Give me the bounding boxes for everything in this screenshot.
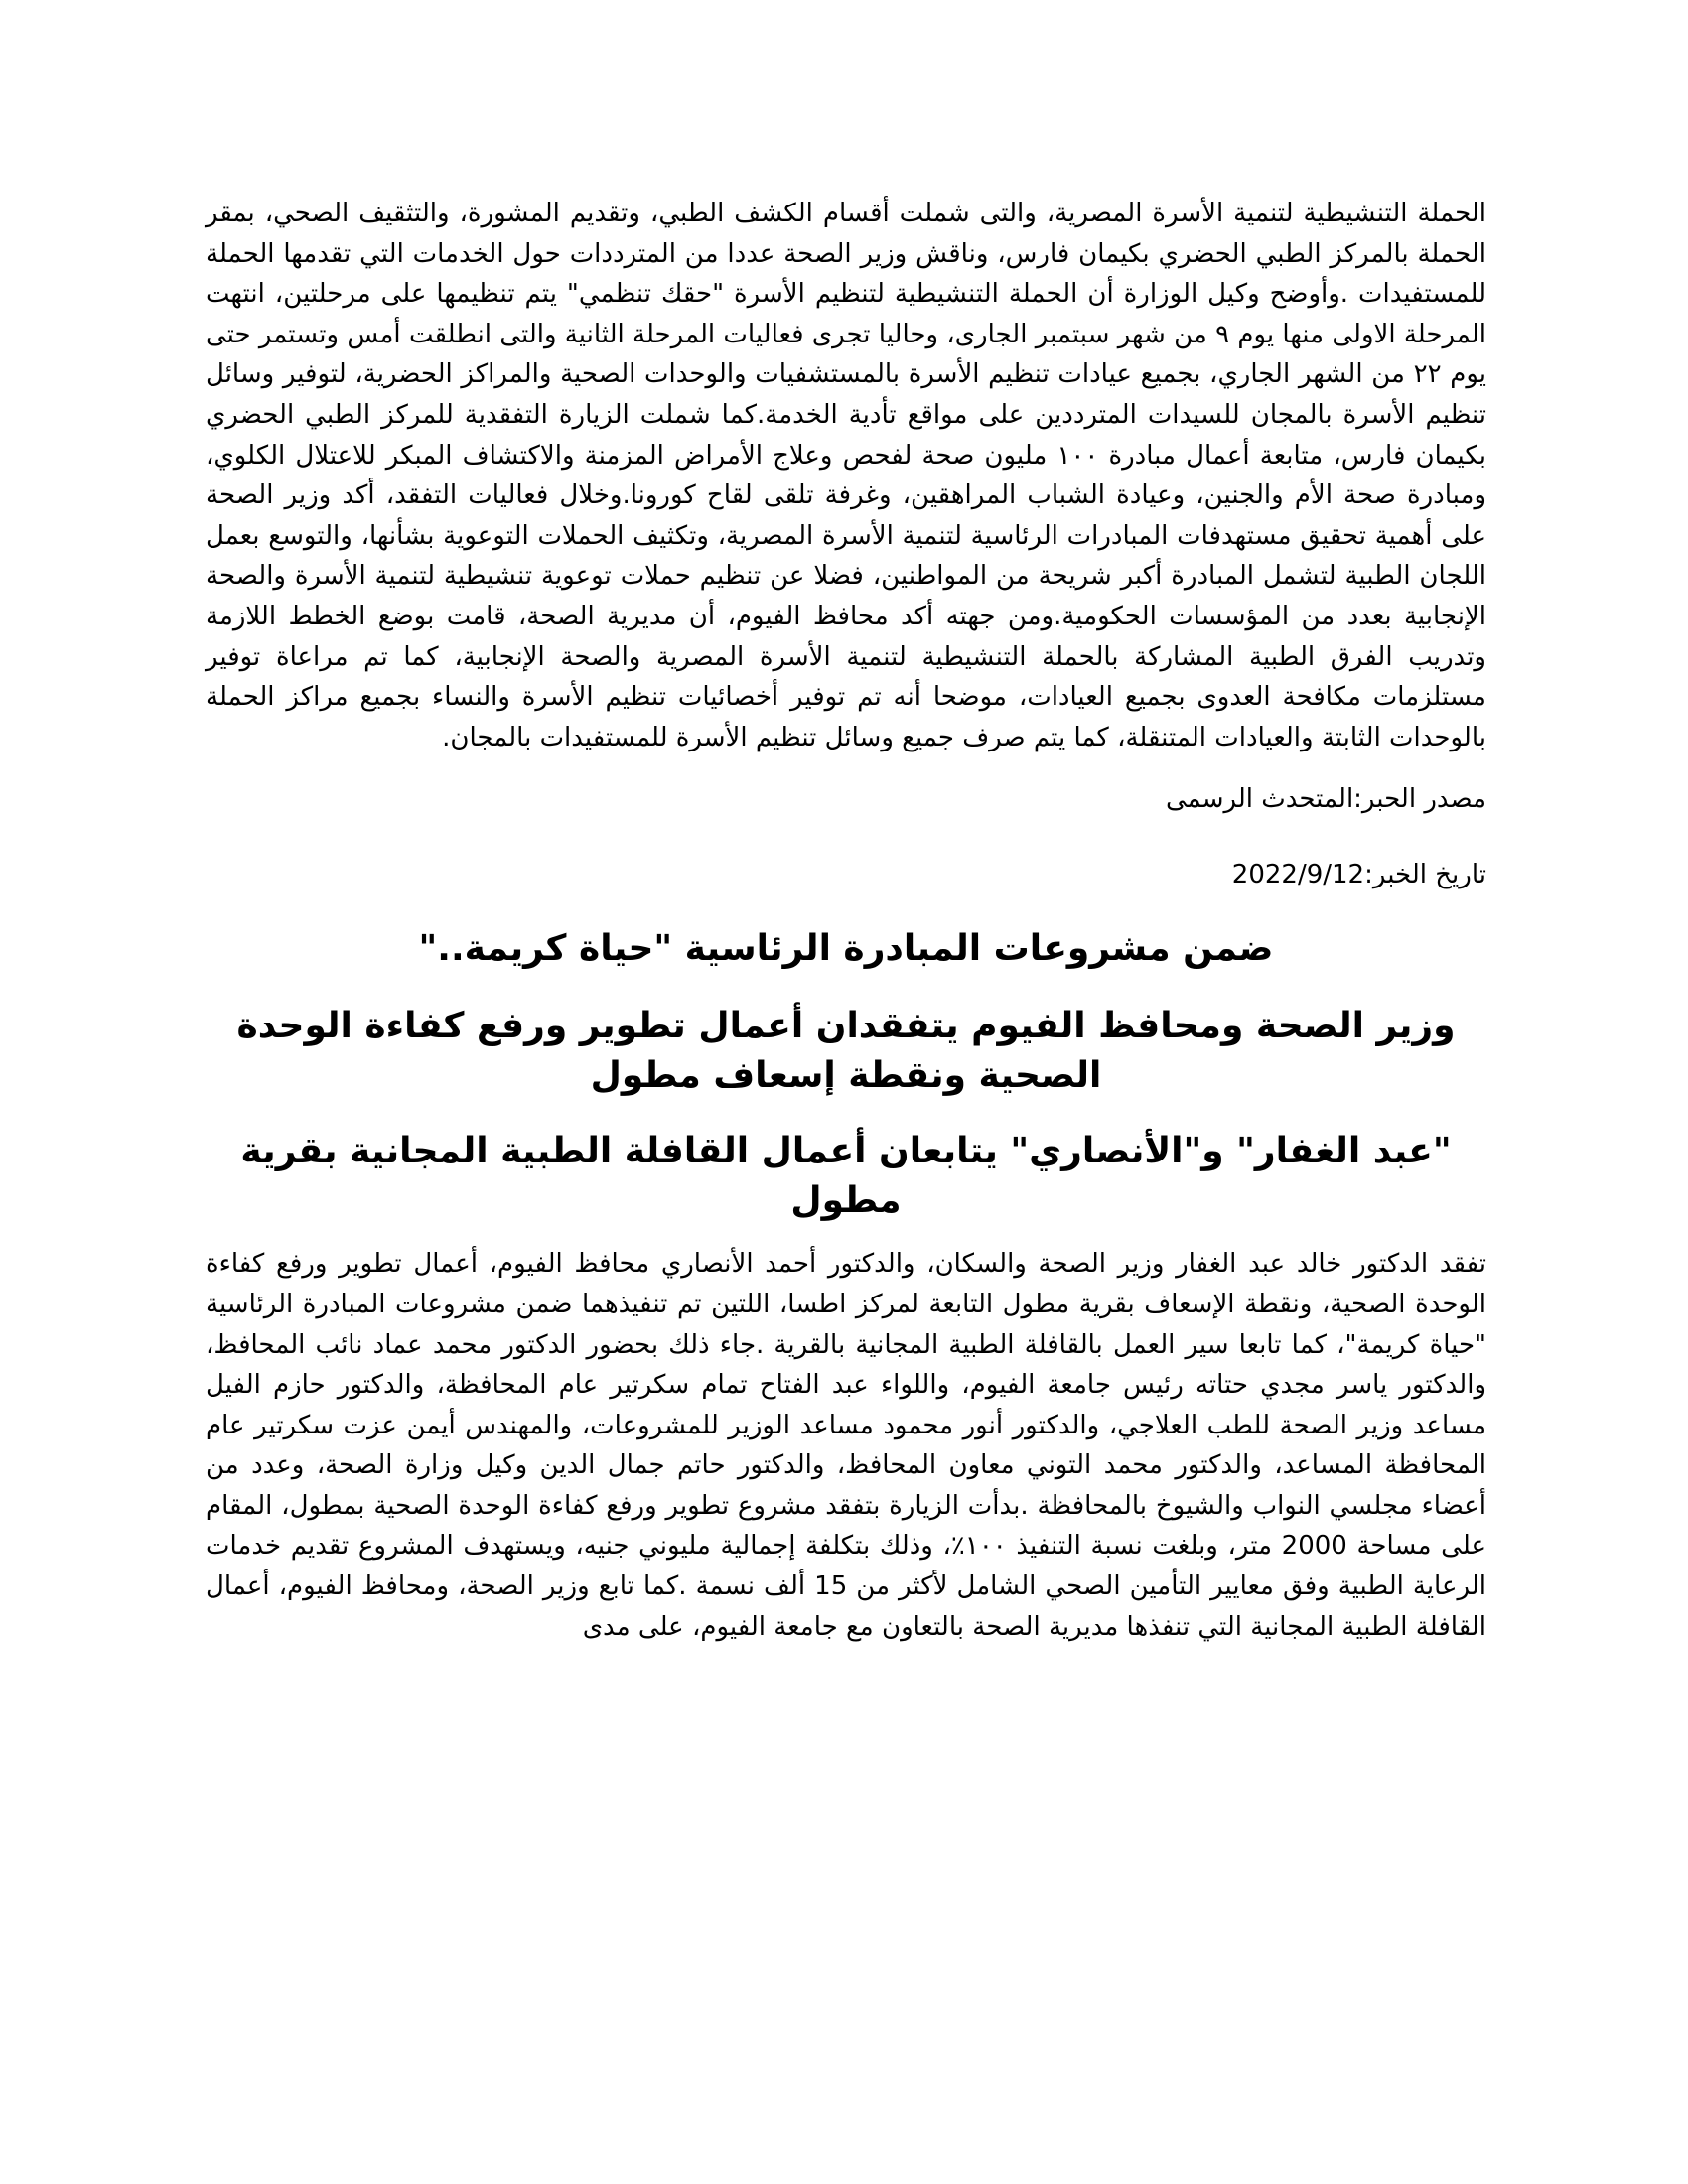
article2-kicker-headline: ضمن مشروعات المبادرة الرئاسية "حياة كريمة.." (418, 928, 1274, 970)
article2-body: تفقد الدكتور خالد عبد الغفار وزير الصحة والسكان، والدكتور أحمد الأنصاري محافظ الفيوم، أعمال تطوير ورفع كفاءة الوحدة الصحية، ونقطة الإسعاف بقرية مطول التابعة لمركز اطسا، اللتين تم تنفيذهما ضمن مشروعات المبادرة الرئاسية "حياة كريمة"، كما تابعا سير العمل بالقافلة الطبية المجانية بالقرية .جاء ذلك بحضور الدكتور محمد عماد نائب المحافظ، والدكتور ياسر مجدي حتاته رئيس جامعة الفيوم، واللواء عبد الفتاح تمام سكرتير عام المحافظة، والدكتور حازم الفيل مساعد وزير الصحة للطب العلاجي، والدكتور أنور محمود مساعد الوزير للمشروعات، والمهندس أيمن عزت سكرتير عام المحافظة المساعد، والدكتور محمد التوني معاون المحافظ، والدكتور حاتم جمال الدين وكيل وزارة الصحة، وعدد من أعضاء مجلسي النواب والشيوخ بالمحافظة .بدأت الزيارة بتفقد مشروع تطوير ورفع كفاءة الوحدة الصحية بمطول، المقام على مساحة 2000 متر، وبلغت نسبة التنفيذ ١٠٠٪، وذلك بتكلفة إجمالية مليوني جنيه، ويستهدف المشروع تقديم خدمات الرعاية الطبية وفق معايير التأمين الصحي الشامل لأكثر من 15 ألف نسمة .كما تابع وزير الصحة، ومحافظ الفيوم، أعمال القافلة الطبية المجانية التي تنفذها مديرية الصحة بالتعاون مع جامعة الفيوم، على مدى (206, 1249, 1486, 1642)
news-date: تاريخ الخبر:2022/9/12 (1231, 860, 1486, 890)
news-source: مصدر الحبر:المتحدث الرسمى (1166, 784, 1486, 815)
document-page (206, 194, 1486, 1647)
article1-body: الحملة التنشيطية لتنمية الأسرة المصرية، والتى شملت أقسام الكشف الطبي، وتقديم المشورة، والتثقيف الصحي، بمقر الحملة بالمركز الطبي الحضري بكيمان فارس، وناقش وزير الصحة عددا من المترددات حول الخدمات التي تقدمها الحملة للمستفيدات .وأوضح وكيل الوزارة أن الحملة التنشيطية لتنظيم الأسرة "حقك تنظمي" يتم تنظيمها على مرحلتين، انتهت المرحلة الاولى منها يوم ٩ من شهر سبتمبر الجارى، وحاليا تجرى فعاليات المرحلة الثانية والتى انطلقت أمس وتستمر حتى يوم ٢٢ من الشهر الجاري، بجميع عيادات تنظيم الأسرة بالمستشفيات والوحدات الصحية والمراكز الحضرية، لتوفير وسائل تنظيم الأسرة بالمجان للسيدات المترددين على مواقع تأدية الخدمة.كما شملت الزيارة التفقدية للمركز الطبي الحضري بكيمان فارس، متابعة أعمال مبادرة ١٠٠ مليون صحة لفحص وعلاج الأمراض المزمنة والاكتشاف المبكر للاعتلال الكلوي، ومبادرة صحة الأم والجنين، وعيادة الشباب المراهقين، وغرفة تلقى لقاح كورونا.وخلال فعاليات التفقد، أكد وزير الصحة على أهمية تحقيق مستهدفات المبادرات الرئاسية لتنمية الأسرة المصرية، وتكثيف الحملات التوعوية بشأنها، والتوسع بعمل اللجان الطبية لتشمل المبادرة أكبر شريحة من المواطنين، فضلا عن تنظيم حملات توعوية تنشيطية لتنمية الأسرة والصحة الإنجابية بعدد من المؤسسات الحكومية.ومن جهته أكد محافظ الفيوم، أن مديرية الصحة، قامت بوضع الخطط اللازمة وتدريب الفرق الطبية المشاركة بالحملة التنشيطية لتنمية الأسرة المصرية والصحة الإنجابية، كما تم مراعاة توفير مستلزمات مكافحة العدوى بجميع العيادات، موضحا أنه تم توفير أخصائيات تنظيم الأسرة والنساء بجميع مراكز الحملة بالوحدات الثابتة والعيادات المتنقلة، كما يتم صرف جميع وسائل تنظيم الأسرة للمستفيدات بالمجان. (206, 199, 1487, 752)
article2-sub-headline: "عبد الغفار" و"الأنصاري" يتابعان أعمال القافلة الطبية المجانية بقرية مطول (240, 1131, 1452, 1222)
article2-main-headline: وزير الصحة ومحافظ الفيوم يتفقدان أعمال تطوير ورفع كفاءة الوحدة الصحية ونقطة إسعاف مطول (236, 1006, 1456, 1097)
